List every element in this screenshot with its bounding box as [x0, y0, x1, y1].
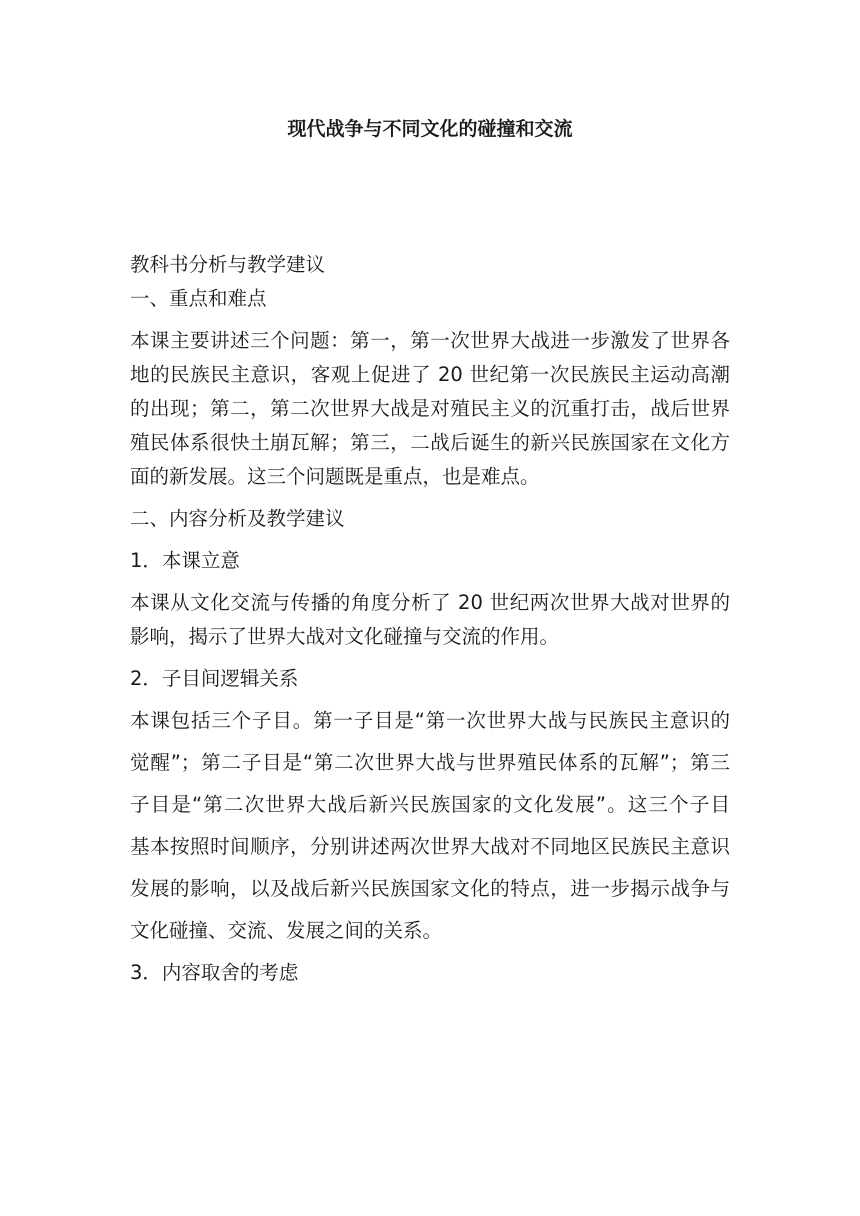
paragraph-line: 本课主要讲述三个问题：第一，第一次世界大战进一步激发了世界各 — [130, 329, 730, 352]
paragraph-line: 面的新发展。这三个问题既是重点，也是难点。 — [130, 465, 540, 488]
subsection-2-paragraph — [130, 704, 730, 948]
subsection-1-heading: 1．本课立意 — [130, 549, 240, 572]
subsection-2-heading: 2．子目间逻辑关系 — [130, 667, 299, 690]
paragraph-line: 发展的影响，以及战后新兴民族国家文化的特点，进一步揭示战争与 — [130, 877, 730, 900]
paragraph-line: 本课从文化交流与传播的角度分析了 20 世纪两次世界大战对世界的 — [130, 591, 730, 614]
document-body — [130, 248, 730, 990]
paragraph-line: 殖民体系很快土崩瓦解；第三，二战后诞生的新兴民族国家在文化方 — [130, 431, 730, 454]
document-title: 现代战争与不同文化的碰撞和交流 — [287, 118, 573, 140]
paragraph-line: 本课包括三个子目。第一子目是“第一次世界大战与民族民主意识的 — [130, 709, 730, 732]
section-1-paragraph — [130, 324, 730, 494]
subsection-3-heading: 3．内容取舍的考虑 — [130, 961, 299, 984]
paragraph-line: 的出现；第二，第二次世界大战是对殖民主义的沉重打击，战后世界 — [130, 397, 730, 420]
section-2-heading: 二、内容分析及教学建议 — [130, 507, 345, 530]
paragraph-line: 基本按照时间顺序，分别讲述两次世界大战对不同地区民族民主意识 — [130, 835, 730, 858]
subsection-1-paragraph — [130, 586, 730, 654]
paragraph-line: 文化碰撞、交流、发展之间的关系。 — [130, 919, 443, 942]
paragraph-line: 地的民族民主意识，客观上促进了 20 世纪第一次民族民主运动高潮 — [130, 363, 730, 386]
section-1-heading: 一、重点和难点 — [130, 287, 267, 310]
analysis-heading: 教科书分析与教学建议 — [130, 253, 326, 276]
paragraph-line: 影响，揭示了世界大战对文化碰撞与交流的作用。 — [130, 625, 560, 648]
paragraph-line: 子目是“第二次世界大战后新兴民族国家的文化发展”。这三个子目 — [130, 793, 730, 816]
paragraph-line: 觉醒”；第二子目是“第二次世界大战与世界殖民体系的瓦解”；第三 — [130, 751, 730, 774]
